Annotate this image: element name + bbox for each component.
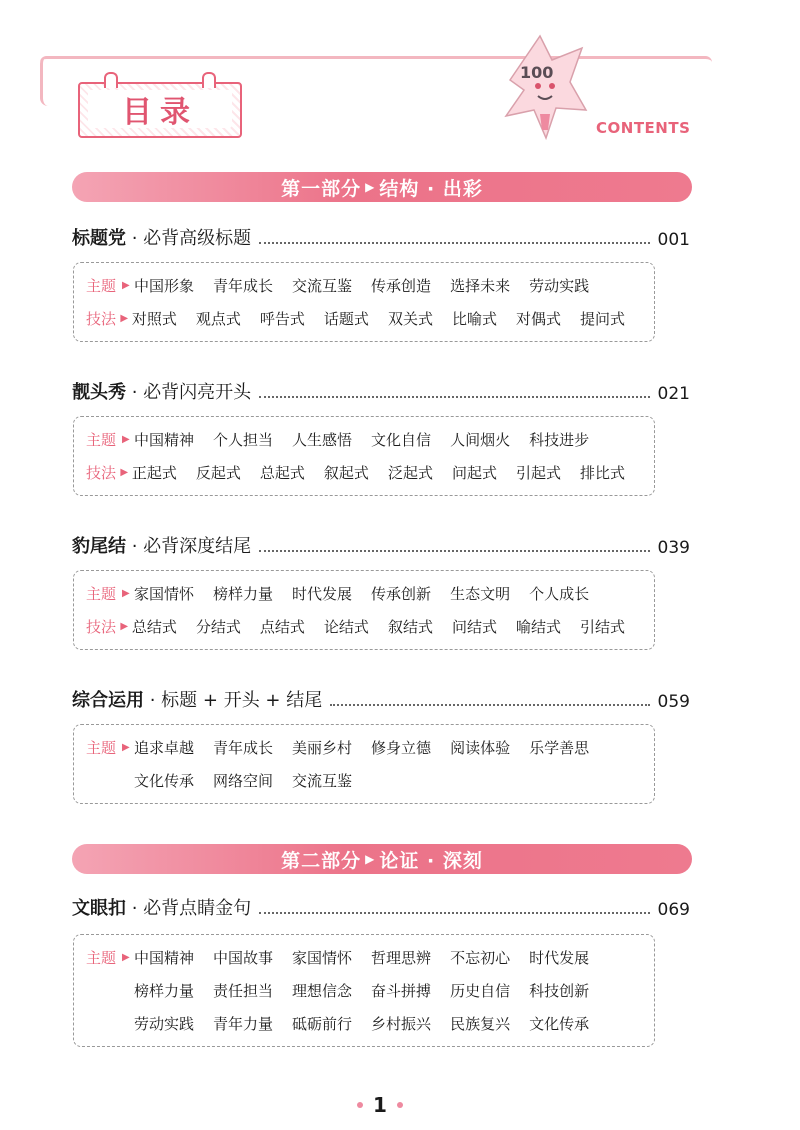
technique-item: 叙起式: [323, 464, 369, 482]
dot-icon: [357, 1102, 363, 1108]
theme-item: 文化传承: [529, 1015, 590, 1033]
theme-item: 个人成长: [529, 585, 590, 603]
theme-label: 主题: [86, 585, 117, 603]
dot-icon: [397, 1102, 403, 1108]
theme-item: 民族复兴: [450, 1015, 511, 1033]
technique-item: 对照式: [131, 310, 177, 328]
section-title: 文眼扣 · 必背点睛金句: [72, 898, 252, 919]
page-number: 001: [657, 230, 690, 250]
leader-dots: [330, 704, 649, 706]
triangle-icon: ▶: [122, 434, 130, 445]
technique-item: 总结式: [131, 618, 177, 636]
technique-item: 排比式: [579, 464, 625, 482]
technique-item: 问起式: [451, 464, 497, 482]
theme-item: 美丽乡村: [292, 739, 353, 757]
theme-item: 责任担当: [213, 982, 274, 1000]
theme-label: 主题: [86, 431, 117, 449]
theme-item: 劳动实践: [529, 277, 590, 295]
leader-dots: [259, 912, 649, 914]
theme-item: 传承创造: [371, 277, 432, 295]
technique-item: 引起式: [515, 464, 561, 482]
contents-label: CONTENTS: [596, 119, 691, 137]
theme-item: 青年成长: [213, 739, 274, 757]
triangle-icon: ▶: [365, 180, 376, 194]
technique-item: 泛起式: [387, 464, 433, 482]
theme-item: 选择未来: [450, 277, 511, 295]
technique-item: 对偶式: [515, 310, 561, 328]
theme-item: 个人担当: [213, 431, 274, 449]
page-number: 039: [657, 538, 690, 558]
theme-item: 乡村振兴: [371, 1015, 432, 1033]
theme-item: 中国故事: [213, 949, 274, 967]
theme-item: 时代发展: [529, 949, 590, 967]
technique-item: 观点式: [195, 310, 241, 328]
topic-box-5: [73, 934, 655, 1047]
theme-item: 不忘初心: [450, 949, 511, 967]
technique-item: 分结式: [195, 618, 241, 636]
technique-item: 比喻式: [451, 310, 497, 328]
part-subtitle: 结构 · 出彩: [379, 177, 483, 200]
topic-box-4: [73, 724, 655, 804]
theme-item: 家国情怀: [134, 585, 195, 603]
triangle-icon: ▶: [122, 952, 130, 963]
header-ribbon-corner: [40, 56, 53, 106]
mascot-100-icon: [500, 30, 590, 140]
theme-item: 追求卓越: [134, 739, 195, 757]
technique-label: 技法: [86, 464, 117, 482]
triangle-icon: ▶: [122, 588, 130, 599]
theme-item: 中国形象: [134, 277, 195, 295]
theme-item: 哲理思辨: [371, 949, 432, 967]
footer-page-number: 1: [373, 1093, 387, 1117]
technique-item: 提问式: [579, 310, 625, 328]
theme-item: 人间烟火: [450, 431, 511, 449]
technique-item: 点结式: [259, 618, 305, 636]
part-banner-2: [72, 844, 692, 874]
technique-item: 引结式: [579, 618, 625, 636]
theme-item: 修身立德: [371, 739, 432, 757]
triangle-icon: ▶: [365, 852, 376, 866]
theme-item: 砥砺前行: [292, 1015, 353, 1033]
theme-item: 文化传承: [134, 772, 195, 790]
theme-item: 阅读体验: [450, 739, 511, 757]
theme-item: 科技创新: [529, 982, 590, 1000]
technique-item: 叙结式: [387, 618, 433, 636]
theme-item: 奋斗拼搏: [371, 982, 432, 1000]
theme-item: 理想信念: [292, 982, 353, 1000]
theme-item: 文化自信: [371, 431, 432, 449]
page-title: 目录: [122, 95, 198, 130]
theme-label: 主题: [86, 949, 117, 967]
toc-entry-4[interactable]: [72, 686, 690, 712]
theme-label: 主题: [86, 739, 117, 757]
theme-item: 家国情怀: [292, 949, 353, 967]
triangle-icon: ▶: [120, 467, 129, 478]
section-title: 豹尾结 · 必背深度结尾: [72, 536, 252, 557]
page-number: 021: [657, 384, 690, 404]
part-label: 第二部分: [281, 849, 362, 872]
theme-item: 传承创新: [371, 585, 432, 603]
technique-item: 呼告式: [259, 310, 305, 328]
leader-dots: [259, 242, 649, 244]
theme-item: 榜样力量: [134, 982, 195, 1000]
header-ribbon: [40, 56, 712, 69]
sign-hanger-left: [104, 72, 118, 88]
theme-item: 交流互鉴: [292, 772, 353, 790]
leader-dots: [259, 550, 649, 552]
theme-item: 时代发展: [292, 585, 353, 603]
topic-box-1: [73, 262, 655, 342]
triangle-icon: ▶: [122, 280, 130, 291]
theme-item: 网络空间: [213, 772, 274, 790]
toc-entry-1[interactable]: [72, 224, 690, 250]
technique-item: 喻结式: [515, 618, 561, 636]
part-banner-1: [72, 172, 692, 202]
technique-item: 问结式: [451, 618, 497, 636]
toc-entry-2[interactable]: [72, 378, 690, 404]
section-title: 标题党 · 必背高级标题: [72, 228, 252, 249]
part-subtitle: 论证 · 深刻: [379, 849, 483, 872]
part-label: 第一部分: [281, 177, 362, 200]
technique-label: 技法: [86, 618, 117, 636]
theme-item: 交流互鉴: [292, 277, 353, 295]
technique-item: 反起式: [195, 464, 241, 482]
toc-entry-3[interactable]: [72, 532, 690, 558]
technique-label: 技法: [86, 310, 117, 328]
theme-item: 榜样力量: [213, 585, 274, 603]
theme-item: 乐学善思: [529, 739, 590, 757]
section-title: 综合运用 · 标题 + 开头 + 结尾: [72, 690, 323, 711]
technique-item: 正起式: [131, 464, 177, 482]
theme-item: 青年力量: [213, 1015, 274, 1033]
sign-hanger-right: [202, 72, 216, 88]
svg-text:100: 100: [520, 63, 554, 82]
leader-dots: [259, 396, 649, 398]
theme-item: 历史自信: [450, 982, 511, 1000]
page-footer: [340, 1090, 420, 1120]
theme-item: 中国精神: [134, 431, 195, 449]
theme-item: 劳动实践: [134, 1015, 195, 1033]
theme-label: 主题: [86, 277, 117, 295]
theme-item: 生态文明: [450, 585, 511, 603]
theme-item: 人生感悟: [292, 431, 353, 449]
page-number: 069: [657, 900, 690, 920]
toc-entry-5[interactable]: [72, 894, 690, 920]
topic-box-2: [73, 416, 655, 496]
triangle-icon: ▶: [122, 742, 130, 753]
topic-box-3: [73, 570, 655, 650]
theme-item: 中国精神: [134, 949, 195, 967]
theme-item: 青年成长: [213, 277, 274, 295]
page-number: 059: [657, 692, 690, 712]
technique-item: 话题式: [323, 310, 369, 328]
theme-item: 科技进步: [529, 431, 590, 449]
technique-item: 总起式: [259, 464, 305, 482]
section-title: 靓头秀 · 必背闪亮开头: [72, 382, 252, 403]
triangle-icon: ▶: [120, 621, 129, 632]
triangle-icon: ▶: [120, 313, 129, 324]
title-sign: [78, 82, 242, 138]
technique-item: 双关式: [387, 310, 433, 328]
technique-item: 论结式: [323, 618, 369, 636]
